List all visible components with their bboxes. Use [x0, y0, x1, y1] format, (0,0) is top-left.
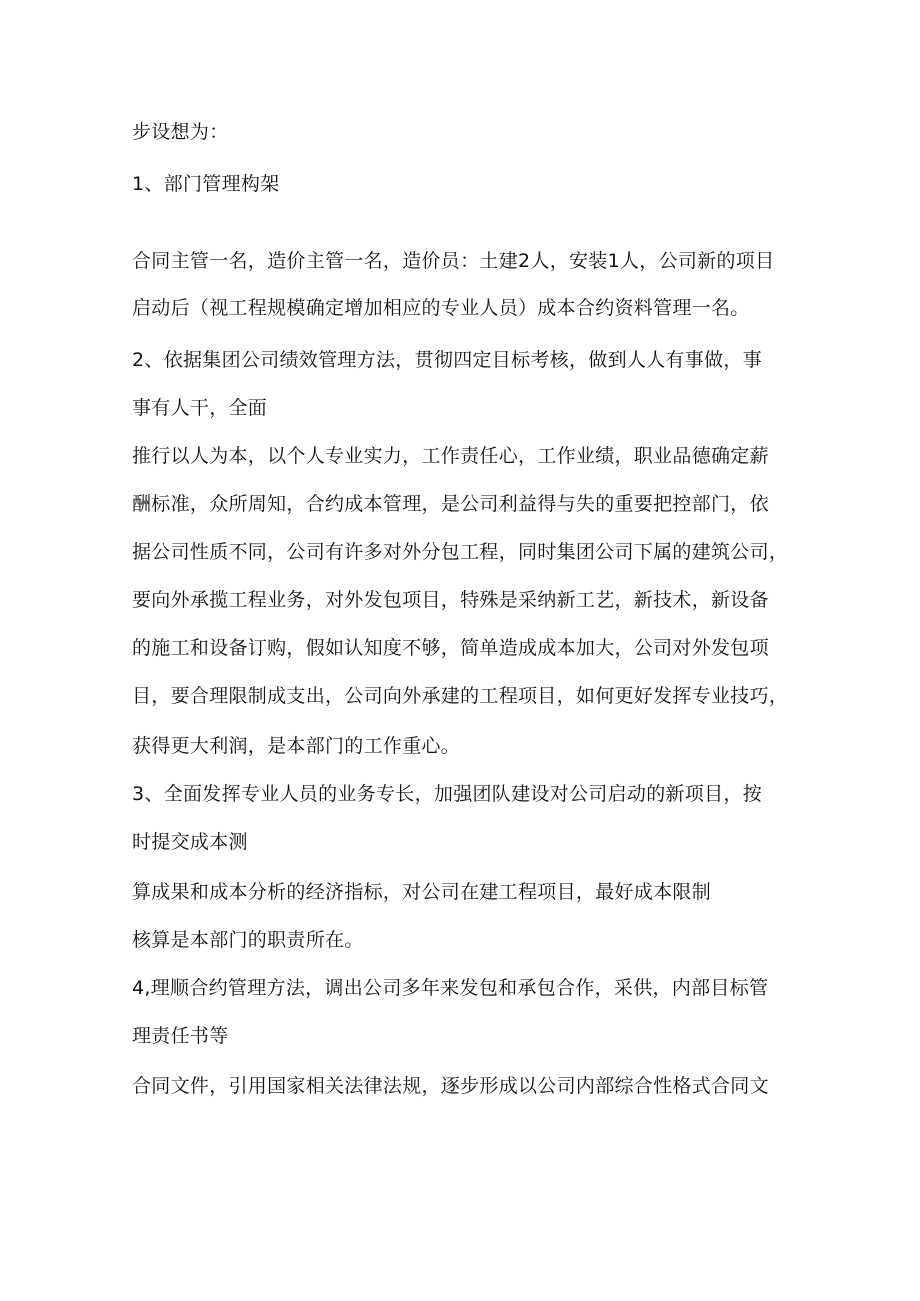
text-line: 酬标准，众所周知，合约成本管理，是公司利益得与失的重要把控部门，依 — [132, 493, 769, 515]
text-line: 2、依据集团公司绩效管理方法，贯彻四定目标考核，做到人人有事做，事 — [132, 349, 762, 371]
text-line: 要向外承揽工程业务，对外发包项目，特殊是采纳新工艺，新技术，新设备 — [132, 589, 769, 611]
text-line: 4,理顺合约管理方法，调出公司多年来发包和承包合作，采供，内部目标管 — [132, 977, 769, 999]
text-line: 事有人干，全面 — [132, 397, 268, 419]
text-line: 合同主管一名，造价主管一名，造价员：土建2人，安装1人，公司新的项目 — [132, 250, 775, 272]
text-line: 的施工和设备订购，假如认知度不够，简单造成成本加大，公司对外发包项 — [132, 637, 769, 659]
text-line: 合同文件，引用国家相关法律法规，逐步形成以公司内部综合性格式合同文 — [132, 1075, 769, 1097]
text-line: 目，要合理限制成支出，公司向外承建的工程项目，如何更好发挥专业技巧， — [132, 685, 789, 707]
text-line: 获得更大利润，是本部门的工作重心。 — [132, 735, 461, 757]
text-line: 核算是本部门的职责所在。 — [132, 929, 364, 951]
text-line: 时提交成本测 — [132, 831, 248, 853]
section-heading: 1、部门管理构架 — [132, 173, 280, 195]
text-line: 3、全面发挥专业人员的业务专长，加强团队建设对公司启动的新项目，按 — [132, 783, 762, 805]
text-line: 推行以人为本，以个人专业实力，工作责任心，工作业绩，职业品德确定薪 — [132, 445, 769, 467]
text-line: 算成果和成本分析的经济指标，对公司在建工程项目，最好成本限制 — [132, 881, 712, 903]
text-line: 据公司性质不同，公司有许多对外分包工程，同时集团公司下属的建筑公司， — [132, 541, 789, 563]
text-line: 步设想为： — [132, 121, 229, 143]
text-line: 启动后（视工程规模确定增加相应的专业人员）成本合约资料管理一名。 — [132, 297, 750, 319]
text-line: 理责任书等 — [132, 1025, 229, 1047]
